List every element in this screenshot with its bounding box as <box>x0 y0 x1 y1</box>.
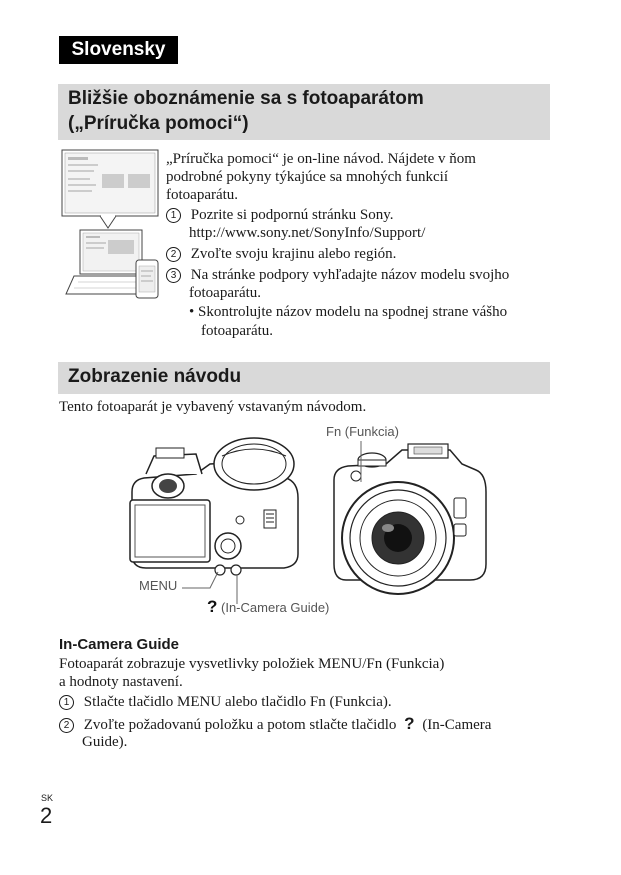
footer-language-code: SK <box>41 793 54 803</box>
step-3-continued: fotoaparátu. <box>189 285 262 301</box>
guide-step-2-continued: Guide). <box>82 734 128 750</box>
guide-step-2: 2 Zvoľte požadovanú položku a potom stlačte tlačidlo ? (In-Camera <box>59 714 491 735</box>
step-number: 3 <box>166 268 181 283</box>
step-number: 1 <box>166 208 181 223</box>
intro-line: podrobné pokyny týkajúce sa mnohých funkcií <box>166 169 449 185</box>
question-icon: ? <box>207 597 218 616</box>
page-number: 2 <box>40 803 53 828</box>
section-title: Zobrazenie návodu <box>68 366 242 387</box>
intro-text: Tento fotoaparát je vybavený vstavaným návodom. <box>59 399 367 415</box>
support-url: http://www.sony.net/SonyInfo/Support/ <box>189 225 426 241</box>
section-title-line2: („Príručka pomoci“) <box>68 113 249 134</box>
step-number: 2 <box>166 247 181 262</box>
subsection-title: In-Camera Guide <box>59 636 180 653</box>
guide-desc-line: Fotoaparát zobrazuje vysvetlivky položiek MENU/Fn (Funkcia) <box>59 656 445 672</box>
intro-line: fotoaparátu. <box>166 187 239 203</box>
intro-line: „Príručka pomoci“ je on-line návod. Nájdete v ňom <box>166 151 476 167</box>
guide-step-1: 1 Stlačte tlačidlo MENU alebo tlačidlo Fn (Funkcia). <box>59 693 392 712</box>
step-number: 2 <box>59 718 74 733</box>
label-fn-button: Fn (Funkcia) <box>326 424 399 439</box>
label-menu-button: MENU <box>139 578 178 593</box>
step-2: 2 Zvoľte svoju krajinu alebo región. <box>166 245 396 264</box>
question-icon: ? <box>404 714 415 733</box>
step-number: 1 <box>59 695 74 710</box>
step-3: 3 Na stránke podpory vyhľadajte názov modelu svojho <box>166 266 509 285</box>
section-title-line1: Bližšie oboznámenie sa s fotoaparátom <box>68 88 424 109</box>
label-in-camera-guide: ? (In-Camera Guide) <box>207 597 330 616</box>
guide-desc-line: a hodnoty nastavení. <box>59 674 183 690</box>
step-1: 1 Pozrite si podpornú stránku Sony. <box>166 206 394 225</box>
note-bullet: • Skontrolujte názov modelu na spodnej strane vášho <box>189 304 508 320</box>
note-bullet-continued: fotoaparátu. <box>201 323 274 339</box>
language-tab: Slovensky <box>59 36 178 64</box>
